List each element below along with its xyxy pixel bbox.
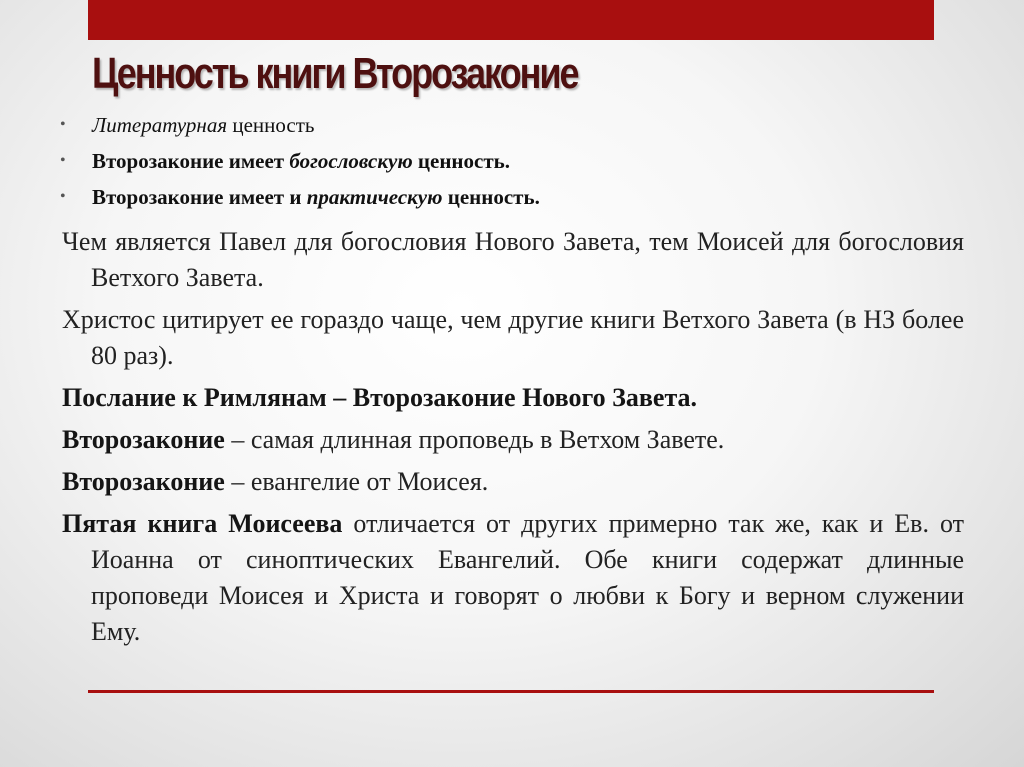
bullet-emphasis: практическую xyxy=(306,185,443,209)
paragraph-christ-quotes: Христос цитирует ее гораздо чаще, чем другие книги Ветхого Завета (в НЗ более 80 раз). xyxy=(62,305,964,370)
slide-title: Ценность книги Второзаконие xyxy=(92,49,578,98)
paragraph-text: – самая длинная проповедь в Ветхом Завете. xyxy=(224,425,725,454)
paragraph-text: отличается от других примерно так же, как и Ев. от Иоанна от синоптических Евангелий. Обе книги содержат длинные проповеди Моисея и Христа и говорят о любви к Богу и верном служении Ему. xyxy=(91,509,964,646)
bottom-accent-line xyxy=(88,690,934,693)
bullet-list xyxy=(60,112,940,220)
bullet-item-literary xyxy=(60,112,940,138)
bullet-text: ценность xyxy=(227,113,315,137)
bullet-text: ценность. xyxy=(442,185,540,209)
bullet-emphasis: Литературная xyxy=(92,113,228,137)
bullet-marker: • xyxy=(60,116,66,133)
paragraph-longest-sermon xyxy=(62,422,964,458)
bullet-item-practical xyxy=(60,184,940,210)
bullet-emphasis: богословскую xyxy=(289,149,413,173)
bullet-text: Второзаконие имеет и xyxy=(92,185,307,209)
bullet-text: Второзаконие имеет xyxy=(92,149,290,173)
paragraph-bold-text: Послание к Римлянам – Второзаконие Нового Завета. xyxy=(62,383,698,412)
top-accent-bar xyxy=(88,0,934,40)
paragraph-bold-text: Пятая книга Моисеева xyxy=(62,509,343,538)
paragraph-fifth-book xyxy=(62,506,964,650)
paragraph-paul-moses: Чем является Павел для богословия Нового Завета, тем Моисей для богословия Ветхого Завета. xyxy=(62,227,964,292)
body-text xyxy=(62,224,964,656)
paragraph-text: – евангелие от Моисея. xyxy=(224,467,489,496)
bullet-item-theological xyxy=(60,148,940,174)
paragraph-bold-text: Второзаконие xyxy=(62,467,225,496)
paragraph-gospel-of-moses xyxy=(62,464,964,500)
paragraph-romans xyxy=(62,380,964,416)
bullet-text: ценность. xyxy=(412,149,511,173)
bullet-marker: • xyxy=(60,188,66,205)
paragraph-bold-text: Второзаконие xyxy=(62,425,225,454)
bullet-marker: • xyxy=(60,152,66,169)
